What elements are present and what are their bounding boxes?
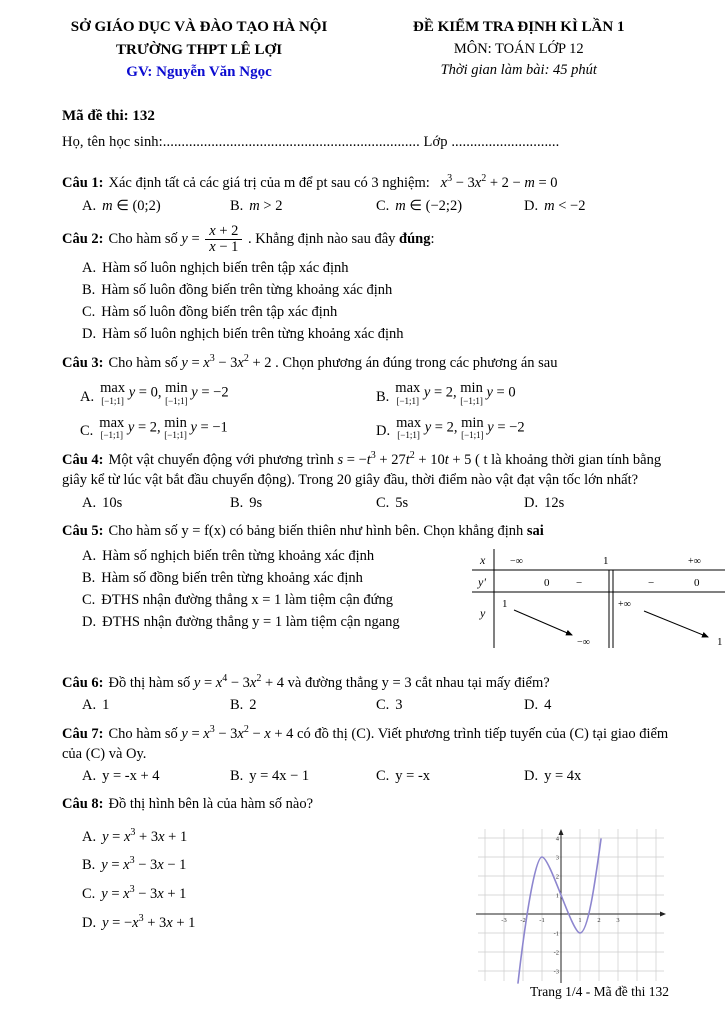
x-tick: -3 (501, 916, 507, 924)
option-text: 1 (102, 697, 110, 714)
option-key: C. (376, 197, 390, 214)
question-8-option-d (62, 913, 422, 932)
option-key: B. (230, 697, 244, 714)
header-left (62, 16, 336, 84)
question-3-option-c (80, 416, 376, 441)
question-1-option-c (376, 198, 524, 215)
cubic-graph (468, 821, 673, 989)
option-key: D. (524, 197, 539, 214)
graph-grid (478, 829, 664, 981)
option-key: D. (376, 423, 391, 440)
option-text: $y = x^3 - 3x + 1$ (101, 884, 187, 903)
question-6-option-a (82, 697, 230, 714)
question-8-body: Đồ thị hình bên là của hàm số nào? (108, 796, 314, 813)
option-key: C. (376, 697, 390, 714)
school-name: TRƯỜNG THPT LÊ LỢI (116, 41, 283, 58)
subject-line: MÔN: TOÁN LỚP 12 (453, 40, 584, 57)
question-8-option-a (62, 827, 422, 846)
question-2-body: Cho hàm số y = $\frac{x + 2}{x - 1}$ . Khẳng định nào sau đây đúng: (108, 222, 435, 255)
question-4-option-b (230, 495, 376, 512)
option-text: 12s (544, 494, 565, 511)
bbt-y-bottom-right: 1 (717, 635, 723, 648)
header (62, 16, 671, 84)
department-name: SỞ GIÁO DỤC VÀ ĐÀO TẠO HÀ NỘI (70, 19, 328, 35)
option-key: D. (524, 768, 539, 785)
question-3-option-d (376, 416, 671, 441)
y-tick: 3 (555, 854, 559, 862)
option-key: B. (376, 388, 390, 405)
question-1-option-d (524, 198, 671, 215)
question-8-options (62, 817, 422, 942)
y-axis-ticks (554, 835, 560, 975)
x-tick: 3 (616, 916, 620, 924)
question-3 (62, 352, 671, 440)
question-5-option-d (62, 614, 462, 631)
question-8-option-c (62, 884, 422, 903)
question-7 (62, 723, 671, 785)
question-5-text (62, 521, 671, 541)
question-3-text (62, 352, 671, 373)
y-tick: 2 (555, 873, 559, 881)
question-4-option-a (82, 495, 230, 512)
question-5-body: Cho hàm số y = f(x) có bảng biến thiên như hình bên. Chọn khẳng định sai (108, 522, 544, 539)
option-text: 2 (249, 697, 257, 714)
question-6-option-d (524, 697, 671, 714)
x-tick: -2 (520, 916, 526, 924)
cubic-graph-figure (468, 821, 673, 994)
option-key: B. (82, 282, 96, 299)
question-4 (62, 449, 671, 511)
question-1 (62, 173, 671, 215)
option-key: C. (82, 886, 96, 903)
question-6-option-b (230, 697, 376, 714)
option-text: max [−1;1] y = 2, min [−1;1] y = −1 (99, 414, 228, 441)
question-2 (62, 224, 671, 343)
question-8-option-b (62, 856, 422, 875)
page-footer: Trang 1/4 - Mã đề thi 132 (530, 984, 669, 999)
option-key: D. (524, 494, 539, 511)
variation-table (472, 549, 725, 649)
option-text: Hàm số luôn nghịch biến trên từng khoảng xác định (102, 326, 404, 343)
question-2-options (62, 260, 671, 343)
question-2-text (62, 224, 671, 255)
question-6-label: Câu 6: (62, 674, 104, 691)
bbt-yprime-zero-left: 0 (544, 576, 550, 589)
question-4-body: Một vật chuyển động với phương trình $s = -t^3 + 27t^2 + 10t + 5$ ( t là khoảng thời gian tính bằng giây kể từ lúc vật bắt đầu chuyển động). Trong 20 giây đầu, thời điểm nào vật đạt vận tốc lớn nhất? (62, 450, 662, 489)
option-text: 3 (395, 697, 403, 714)
y-tick: 4 (555, 835, 559, 843)
question-6-option-c (376, 697, 524, 714)
question-7-text (62, 723, 671, 764)
question-8-text (62, 794, 671, 814)
header-right (367, 16, 672, 84)
question-5-option-b (62, 570, 462, 587)
option-text: $y = -x^3 + 3x + 1$ (102, 913, 196, 932)
question-4-label: Câu 4: (62, 452, 104, 469)
question-4-options (62, 495, 671, 512)
question-8-content (62, 817, 671, 994)
x-axis-ticks (501, 917, 619, 924)
option-key: A. (82, 697, 97, 714)
y-tick: 1 (555, 892, 559, 900)
question-5-content (62, 543, 723, 654)
question-5-label: Câu 5: (62, 522, 104, 539)
option-text: 5s (395, 494, 409, 511)
option-text: Hàm số nghịch biến trên từng khoảng xác định (102, 547, 375, 564)
option-text: $y = x^3 + 3x + 1$ (102, 826, 188, 845)
question-7-option-b (230, 768, 376, 785)
option-text: 4 (544, 697, 552, 714)
question-8-label: Câu 8: (62, 796, 104, 813)
student-name-line: Họ, tên học sinh:..................................................................... Lớp ............................. (62, 133, 560, 150)
bbt-yprime-minus-right: − (648, 576, 655, 589)
option-key: D. (82, 326, 97, 343)
question-6-body: Đồ thị hàm số $y = x^4 - 3x^2 + 4$ và đường thẳng y = 3 cắt nhau tại mấy điểm? (108, 672, 550, 691)
question-2-option-a (62, 260, 671, 277)
option-text: max [−1;1] y = 2, min [−1;1] y = 0 (395, 380, 516, 406)
question-3-body: Cho hàm số $y = x^3 - 3x^2 + 2$ . Chọn phương án đúng trong các phương án sau (108, 353, 558, 371)
option-text: max [−1;1] y = 0, min [−1;1] y = −2 (100, 380, 229, 406)
x-tick: 1 (578, 916, 582, 924)
option-text: ĐTHS nhận đường thẳng x = 1 làm tiệm cận đứng (101, 591, 394, 608)
question-5-option-c (62, 592, 462, 609)
option-text: Hàm số luôn đồng biến trên từng khoảng xác định (101, 282, 393, 299)
option-key: B. (230, 494, 244, 511)
variation-table-figure (472, 549, 725, 654)
question-3-option-b (376, 381, 671, 406)
bbt-x-neg-inf: −∞ (510, 555, 523, 567)
question-1-option-a (82, 198, 230, 215)
duration-line: Thời gian làm bài: 45 phút (440, 62, 597, 79)
question-2-option-b (62, 282, 671, 299)
option-text: m > 2 (249, 197, 283, 214)
option-key: C. (376, 494, 390, 511)
option-text: max [−1;1] y = 2, min [−1;1] y = −2 (396, 414, 525, 441)
bbt-decreasing-arrow-left (514, 610, 572, 635)
bbt-x-label: x (480, 552, 486, 567)
question-3-label: Câu 3: (62, 354, 104, 371)
question-5 (62, 521, 723, 654)
option-text: 9s (249, 494, 263, 511)
question-2-option-c (62, 304, 671, 321)
bbt-y-top-mid: +∞ (618, 598, 631, 610)
option-key: B. (82, 857, 96, 874)
question-7-options (62, 768, 671, 785)
option-key: A. (82, 828, 97, 845)
question-2-option-d (62, 326, 671, 343)
option-key: B. (230, 197, 244, 214)
question-6-options (62, 697, 671, 714)
question-8 (62, 794, 671, 993)
question-4-text (62, 449, 671, 490)
option-key: D. (82, 915, 97, 932)
question-6-text (62, 672, 671, 693)
option-text: $y = x^3 - 3x - 1$ (101, 855, 187, 874)
option-text: ĐTHS nhận đường thẳng y = 1 làm tiệm cận ngang (102, 613, 400, 630)
question-7-option-c (376, 768, 524, 785)
bbt-x-pos-inf: +∞ (688, 555, 701, 567)
option-text: Hàm số luôn đồng biến trên tập xác định (101, 304, 338, 321)
bbt-yprime-minus-left: − (576, 576, 583, 589)
option-text: m ∈ (−2;2) (395, 197, 463, 214)
exam-title: ĐỀ KIỂM TRA ĐỊNH KÌ LẦN 1 (413, 19, 625, 35)
option-key: A. (80, 388, 95, 405)
option-key: A. (82, 197, 97, 214)
option-text: y = -x + 4 (102, 768, 160, 785)
option-key: C. (376, 768, 390, 785)
question-1-body: Xác định tất cả các giá trị của m để pt sau có 3 nghiệm: $x^3 - 3x^2 + 2 - m = 0$ (108, 173, 558, 192)
y-tick: -3 (553, 968, 559, 976)
question-7-label: Câu 7: (62, 725, 104, 742)
teacher-name: GV: Nguyễn Văn Ngọc (126, 64, 272, 80)
bbt-x-one: 1 (603, 554, 609, 567)
option-key: A. (82, 547, 97, 564)
option-key: C. (82, 304, 96, 321)
option-key: A. (82, 494, 97, 511)
question-1-options (62, 198, 671, 215)
option-text: y = -x (395, 768, 431, 785)
option-text: y = 4x (544, 768, 582, 785)
option-text: Hàm số luôn nghịch biến trên tập xác định (102, 260, 349, 277)
question-4-option-c (376, 495, 524, 512)
bbt-y-label: y (480, 605, 486, 620)
bbt-y-top-left: 1 (502, 597, 508, 610)
question-4-option-d (524, 495, 671, 512)
x-tick: -1 (539, 916, 545, 924)
option-key: D. (82, 613, 97, 630)
bbt-decreasing-arrow-right (644, 611, 708, 637)
option-text: y = 4x − 1 (249, 768, 310, 785)
cubic-curve (518, 839, 601, 983)
bbt-yprime-zero-right: 0 (694, 576, 700, 589)
question-5-options (62, 543, 462, 636)
question-7-option-d (524, 768, 671, 785)
question-1-text (62, 173, 671, 194)
option-key: A. (82, 260, 97, 277)
option-text: m ∈ (0;2) (102, 197, 161, 214)
option-key: B. (230, 768, 244, 785)
y-tick: -1 (553, 930, 559, 938)
question-7-body: Cho hàm số $y = x^3 - 3x^2 - x + 4$ có đồ thị (C). Viết phương trình tiếp tuyến của (C) tại giao điểm của (C) và Oy. (62, 724, 669, 763)
question-7-option-a (82, 768, 230, 785)
bbt-y-bottom-mid: −∞ (577, 636, 590, 648)
question-5-option-a (62, 548, 462, 565)
option-text: Hàm số đồng biến trên từng khoảng xác định (101, 569, 363, 586)
option-key: A. (82, 768, 97, 785)
option-key: C. (80, 423, 94, 440)
option-text: 10s (102, 494, 123, 511)
question-1-label: Câu 1: (62, 175, 104, 192)
question-3-option-a (80, 381, 376, 406)
exam-code: Mã đề thi: 132 (62, 107, 155, 124)
question-2-label: Câu 2: (62, 230, 104, 247)
y-tick: -2 (553, 949, 559, 957)
question-3-options (62, 381, 671, 440)
option-key: D. (524, 697, 539, 714)
option-text: m < −2 (544, 197, 586, 214)
bbt-yprime-label: y' (478, 574, 486, 589)
x-tick: 2 (597, 916, 601, 924)
option-key: C. (82, 591, 96, 608)
option-key: B. (82, 569, 96, 586)
question-6 (62, 672, 671, 714)
question-1-option-b (230, 198, 376, 215)
